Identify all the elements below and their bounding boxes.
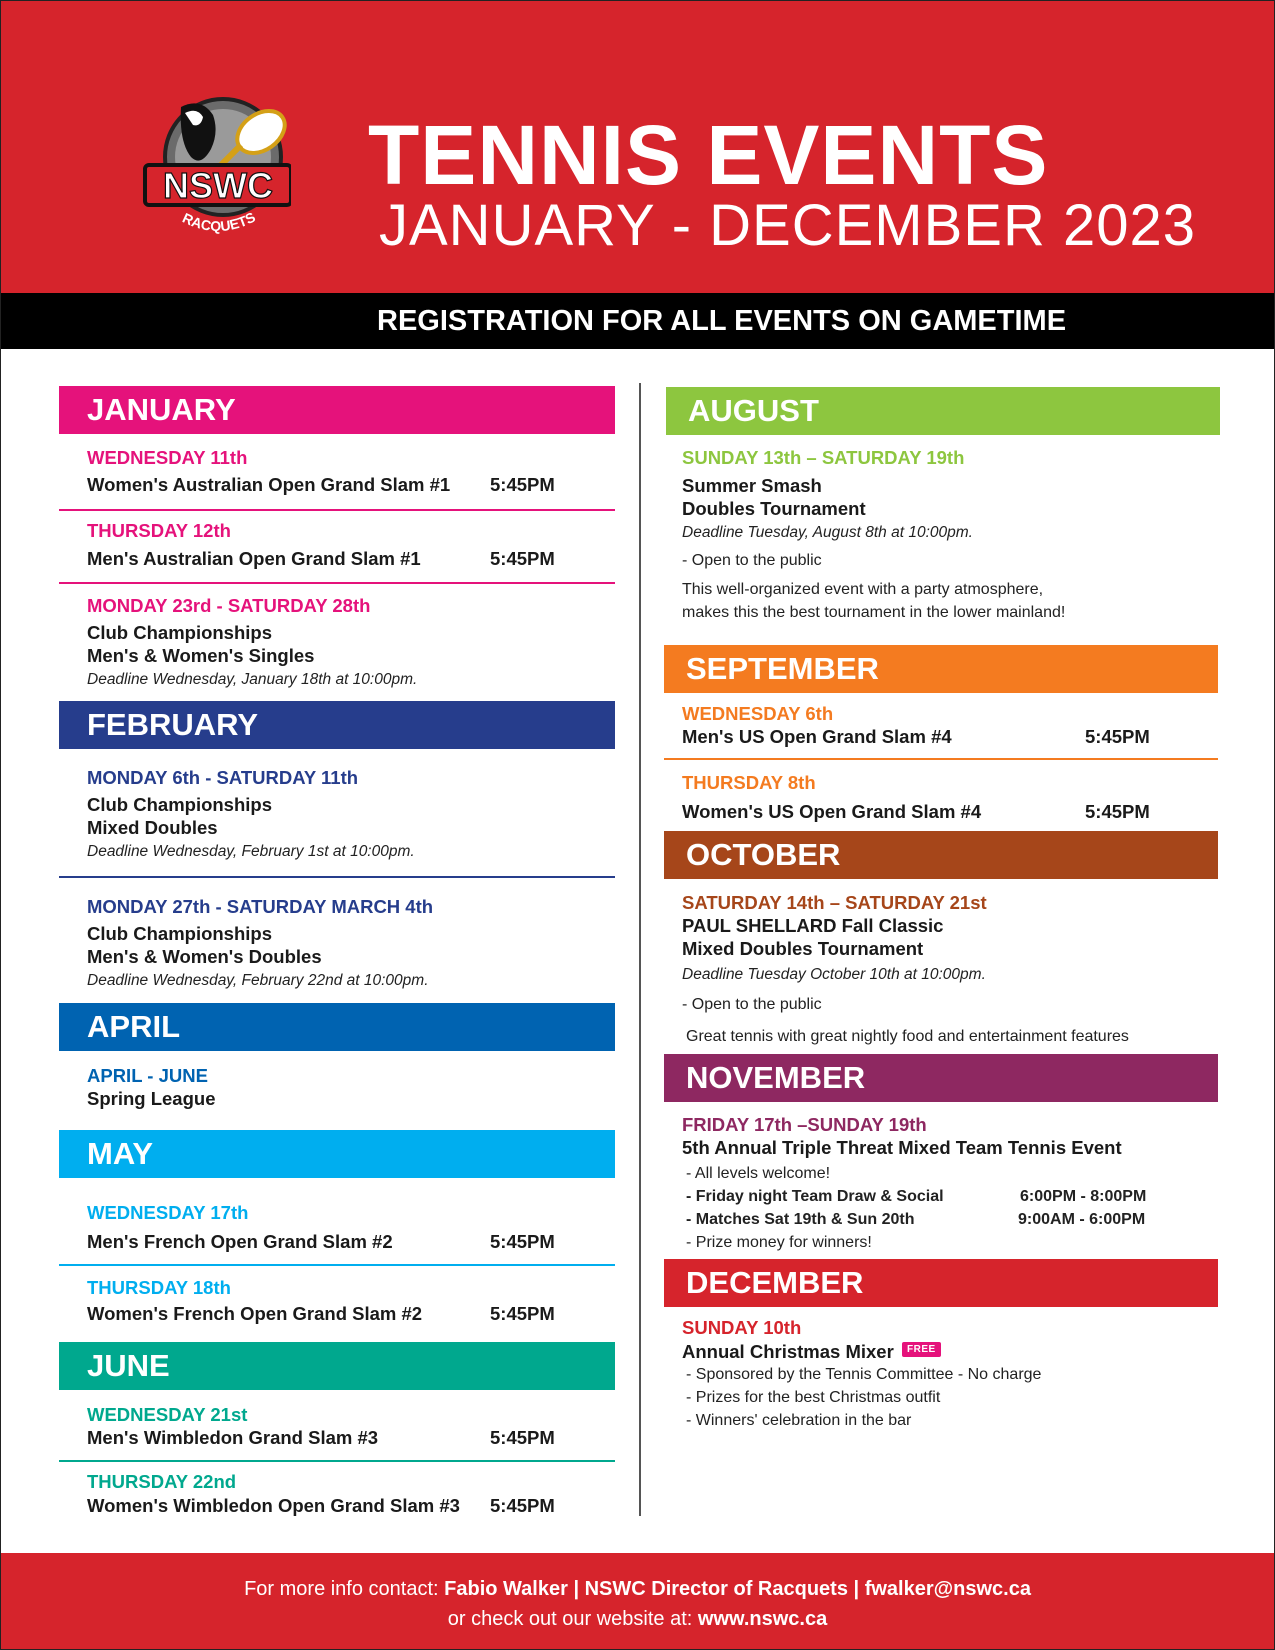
footer-email-link[interactable]: fwalker@nswc.ca: [864, 1578, 1031, 1600]
event-time: 5:45PM: [490, 474, 555, 495]
event-date: THURSDAY 12th: [87, 520, 231, 541]
event-separator: [59, 582, 615, 584]
event-title: Men's US Open Grand Slam #4: [682, 726, 952, 747]
event-deadline: Deadline Tuesday October 10th at 10:00pm.: [682, 966, 986, 983]
event-time: 5:45PM: [490, 1427, 555, 1448]
event-subtitle: Mixed Doubles: [87, 817, 218, 838]
event-title: Annual Christmas Mixer: [682, 1341, 894, 1362]
month-header-june: JUNE: [59, 1342, 615, 1390]
event-separator: [664, 758, 1218, 760]
svg-text:NSWC: NSWC: [163, 165, 273, 206]
event-date: MONDAY 6th - SATURDAY 11th: [87, 767, 359, 788]
page-subtitle: JANUARY - DECEMBER 2023: [379, 193, 1197, 258]
event-date: WEDNESDAY 6th: [682, 703, 834, 724]
event-date: WEDNESDAY 17th: [87, 1202, 249, 1223]
nswc-racquets-logo: [141, 87, 291, 257]
event-subtitle: Mixed Doubles Tournament: [682, 938, 924, 959]
event-note: makes this the best tournament in the lower mainland!: [682, 604, 1066, 621]
event-date: WEDNESDAY 11th: [87, 447, 248, 468]
event-time: 5:45PM: [490, 1231, 555, 1252]
event-note: - Prizes for the best Christmas outfit: [686, 1389, 941, 1406]
event-date: THURSDAY 8th: [682, 772, 816, 793]
month-header-april: APRIL: [59, 1003, 615, 1051]
event-deadline: Deadline Wednesday, February 1st at 10:00pm.: [87, 843, 415, 860]
event-separator: [59, 509, 615, 511]
month-header-november: NOVEMBER: [664, 1054, 1218, 1102]
event-note: - Open to the public: [682, 552, 822, 569]
event-time: 9:00AM - 6:00PM: [1018, 1211, 1146, 1228]
event-note: - Sponsored by the Tennis Committee - No charge: [686, 1366, 1042, 1383]
event-title: Women's US Open Grand Slam #4: [682, 801, 982, 822]
month-header-february: FEBRUARY: [59, 701, 615, 749]
event-date: THURSDAY 22nd: [87, 1471, 237, 1492]
event-date: FRIDAY 17th –SUNDAY 19th: [682, 1114, 927, 1135]
event-date: WEDNESDAY 21st: [87, 1404, 248, 1425]
event-separator: [59, 1264, 615, 1266]
footer-website-link[interactable]: www.nswc.ca: [697, 1608, 828, 1630]
event-subtitle: Men's & Women's Singles: [87, 645, 315, 666]
event-date: SATURDAY 14th – SATURDAY 21st: [682, 892, 987, 913]
registration-banner: REGISTRATION FOR ALL EVENTS ON GAMETIME: [1, 293, 1274, 349]
event-title: Women's Wimbledon Open Grand Slam #3: [87, 1495, 460, 1516]
event-note: - Matches Sat 19th & Sun 20th: [686, 1211, 915, 1228]
event-note: - Winners' celebration in the bar: [686, 1412, 912, 1429]
event-note: Great tennis with great nightly food and entertainment features: [686, 1028, 1129, 1045]
footer-banner: [1, 1553, 1274, 1649]
event-date: APRIL - JUNE: [87, 1065, 208, 1086]
month-header-may: MAY: [59, 1130, 615, 1178]
event-separator: [59, 1460, 615, 1462]
event-subtitle: Men's & Women's Doubles: [87, 946, 322, 967]
event-deadline: Deadline Wednesday, February 22nd at 10:00pm.: [87, 972, 429, 989]
event-note: - Prize money for winners!: [686, 1234, 872, 1251]
event-time: 5:45PM: [490, 548, 555, 569]
event-title: Spring League: [87, 1088, 216, 1109]
footer-website-line: [1, 1608, 1274, 1631]
event-title: PAUL SHELLARD Fall Classic: [682, 915, 944, 936]
event-date: SUNDAY 13th – SATURDAY 19th: [682, 447, 965, 468]
event-date: THURSDAY 18th: [87, 1277, 231, 1298]
event-note: This well-organized event with a party atmosphere,: [682, 581, 1044, 598]
svg-text:RACQUETS: RACQUETS: [180, 208, 258, 235]
event-title: Men's Australian Open Grand Slam #1: [87, 548, 421, 569]
month-header-december: DECEMBER: [664, 1259, 1218, 1307]
footer-contact-label: For more info contact:: [244, 1578, 439, 1600]
footer-contact-line: For more info contact: Fabio Walker | NSWC Director of Racquets | fwalker@nswc.ca: [244, 1578, 1031, 1600]
event-deadline: Deadline Wednesday, January 18th at 10:00pm.: [87, 671, 418, 688]
column-divider: [639, 383, 641, 1516]
event-time: 6:00PM - 8:00PM: [1020, 1188, 1147, 1205]
event-title: Club Championships: [87, 923, 272, 944]
event-date: SUNDAY 10th: [682, 1317, 802, 1338]
event-note: - All levels welcome!: [686, 1165, 831, 1182]
month-header-august: AUGUST: [666, 387, 1220, 435]
event-deadline: Deadline Tuesday, August 8th at 10:00pm.: [682, 524, 973, 541]
event-title: Men's French Open Grand Slam #2: [87, 1231, 393, 1252]
event-title: Women's Australian Open Grand Slam #1: [87, 474, 451, 495]
event-time: 5:45PM: [490, 1303, 555, 1324]
event-time: 5:45PM: [1085, 801, 1150, 822]
header-banner: [1, 1, 1274, 293]
event-subtitle: Doubles Tournament: [682, 498, 866, 519]
event-title: Club Championships: [87, 794, 272, 815]
event-note: - Friday night Team Draw & Social: [686, 1188, 944, 1205]
event-separator: [59, 876, 615, 878]
month-header-september: SEPTEMBER: [664, 645, 1218, 693]
free-badge: FREE: [902, 1342, 941, 1357]
event-date: MONDAY 23rd - SATURDAY 28th: [87, 595, 371, 616]
event-note: - Open to the public: [682, 996, 822, 1013]
page-title: TENNIS EVENTS: [368, 108, 1049, 202]
footer-website-label: or check out our website at:: [447, 1608, 693, 1630]
footer-contact-name: Fabio Walker | NSWC Director of Racquets: [444, 1578, 848, 1600]
event-title: Men's Wimbledon Grand Slam #3: [87, 1427, 379, 1448]
event-time: 5:45PM: [490, 1495, 555, 1516]
month-header-october: OCTOBER: [664, 831, 1218, 879]
event-title: 5th Annual Triple Threat Mixed Team Tennis Event: [682, 1137, 1122, 1158]
event-title: Club Championships: [87, 622, 272, 643]
month-header-january: JANUARY: [59, 386, 615, 434]
event-time: 5:45PM: [1085, 726, 1150, 747]
event-title: Women's French Open Grand Slam #2: [87, 1303, 423, 1324]
event-title: Summer Smash: [682, 475, 822, 496]
event-date: MONDAY 27th - SATURDAY MARCH 4th: [87, 896, 434, 917]
